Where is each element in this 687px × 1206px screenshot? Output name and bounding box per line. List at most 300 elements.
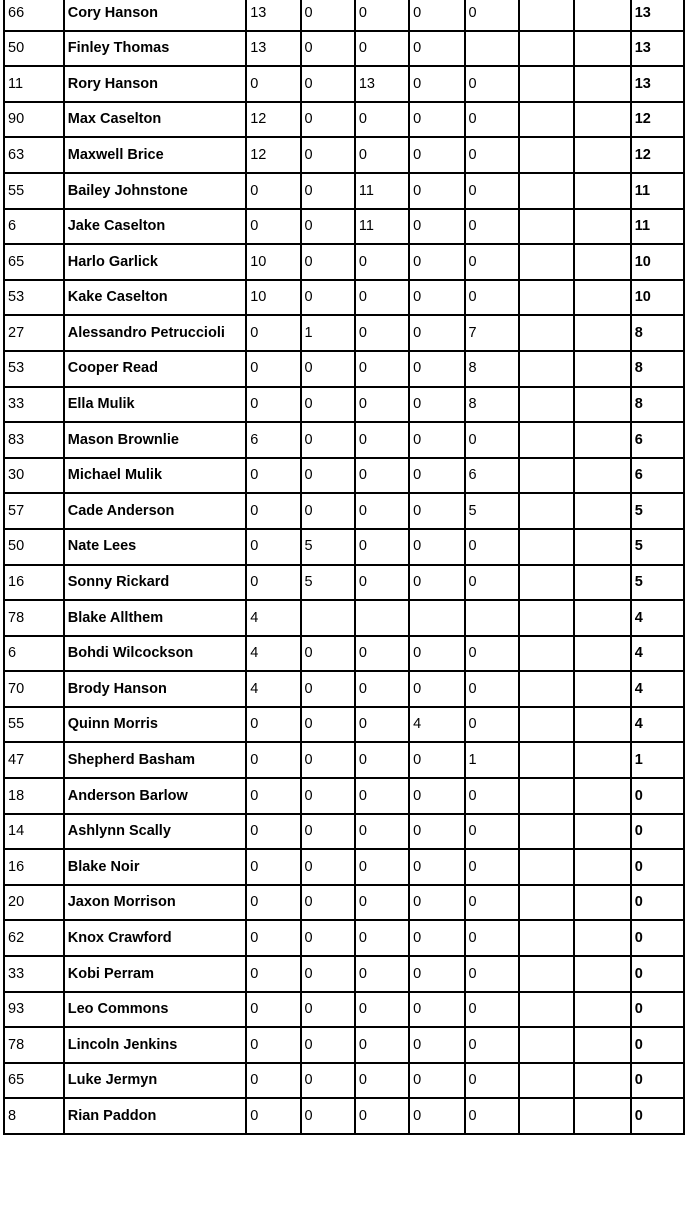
round-6-cell (519, 956, 574, 992)
round-7-cell (574, 778, 630, 814)
round-7-cell (574, 671, 630, 707)
round-3-cell: 0 (355, 992, 409, 1028)
round-3-cell: 0 (355, 387, 409, 423)
round-1-cell: 0 (246, 742, 300, 778)
total-points-cell: 13 (631, 66, 684, 102)
player-name-cell: Kake Caselton (64, 280, 246, 316)
round-3-cell: 11 (355, 209, 409, 245)
round-7-cell (574, 1063, 630, 1099)
player-name-cell: Maxwell Brice (64, 137, 246, 173)
round-4-cell: 0 (409, 1027, 464, 1063)
round-2-cell: 0 (301, 137, 355, 173)
total-points-cell: 0 (631, 956, 684, 992)
round-1-cell: 0 (246, 315, 300, 351)
round-3-cell: 0 (355, 137, 409, 173)
player-name-cell: Kobi Perram (64, 956, 246, 992)
round-4-cell: 0 (409, 742, 464, 778)
round-3-cell: 0 (355, 778, 409, 814)
player-name-cell: Alessandro Petruccioli (64, 315, 246, 351)
round-2-cell: 0 (301, 173, 355, 209)
player-number-cell: 57 (4, 493, 64, 529)
round-6-cell (519, 992, 574, 1028)
player-name-cell: Max Caselton (64, 102, 246, 138)
table-row (4, 315, 684, 351)
total-points-cell: 5 (631, 565, 684, 601)
round-7-cell (574, 956, 630, 992)
round-5-cell: 0 (465, 885, 519, 921)
round-3-cell: 0 (355, 920, 409, 956)
round-6-cell (519, 244, 574, 280)
round-2-cell: 0 (301, 493, 355, 529)
round-7-cell (574, 66, 630, 102)
round-1-cell: 0 (246, 458, 300, 494)
player-number-cell: 20 (4, 885, 64, 921)
player-number-cell: 33 (4, 956, 64, 992)
round-3-cell: 0 (355, 102, 409, 138)
round-2-cell: 0 (301, 0, 355, 31)
player-number-cell: 93 (4, 992, 64, 1028)
round-7-cell (574, 636, 630, 672)
table-row (4, 742, 684, 778)
round-1-cell: 0 (246, 66, 300, 102)
player-number-cell: 16 (4, 565, 64, 601)
round-5-cell: 0 (465, 1063, 519, 1099)
round-2-cell (301, 600, 355, 636)
player-name-cell: Brody Hanson (64, 671, 246, 707)
round-2-cell: 0 (301, 885, 355, 921)
round-4-cell (409, 600, 464, 636)
table-row (4, 920, 684, 956)
round-6-cell (519, 422, 574, 458)
round-3-cell: 0 (355, 671, 409, 707)
round-5-cell: 8 (465, 351, 519, 387)
round-2-cell: 0 (301, 992, 355, 1028)
player-number-cell: 78 (4, 600, 64, 636)
player-name-cell: Luke Jermyn (64, 1063, 246, 1099)
round-4-cell: 0 (409, 137, 464, 173)
round-1-cell: 0 (246, 1027, 300, 1063)
total-points-cell: 4 (631, 671, 684, 707)
round-1-cell: 4 (246, 600, 300, 636)
total-points-cell: 10 (631, 280, 684, 316)
total-points-cell: 10 (631, 244, 684, 280)
round-4-cell: 0 (409, 956, 464, 992)
player-number-cell: 65 (4, 1063, 64, 1099)
player-name-cell: Bailey Johnstone (64, 173, 246, 209)
round-7-cell (574, 1098, 630, 1134)
round-2-cell: 0 (301, 849, 355, 885)
player-name-cell: Knox Crawford (64, 920, 246, 956)
player-number-cell: 65 (4, 244, 64, 280)
player-number-cell: 47 (4, 742, 64, 778)
round-3-cell: 0 (355, 529, 409, 565)
round-5-cell: 8 (465, 387, 519, 423)
table-row (4, 956, 684, 992)
round-7-cell (574, 565, 630, 601)
round-6-cell (519, 0, 574, 31)
player-name-cell: Mason Brownlie (64, 422, 246, 458)
round-3-cell: 0 (355, 707, 409, 743)
round-1-cell: 0 (246, 849, 300, 885)
round-1-cell: 0 (246, 387, 300, 423)
round-1-cell: 0 (246, 707, 300, 743)
round-2-cell: 0 (301, 102, 355, 138)
player-number-cell: 50 (4, 529, 64, 565)
round-6-cell (519, 671, 574, 707)
round-7-cell (574, 992, 630, 1028)
round-5-cell: 0 (465, 1027, 519, 1063)
round-6-cell (519, 458, 574, 494)
round-6-cell (519, 137, 574, 173)
round-7-cell (574, 351, 630, 387)
round-4-cell: 0 (409, 885, 464, 921)
total-points-cell: 0 (631, 778, 684, 814)
round-1-cell: 0 (246, 1063, 300, 1099)
total-points-cell: 0 (631, 1027, 684, 1063)
round-4-cell: 0 (409, 387, 464, 423)
round-6-cell (519, 636, 574, 672)
round-5-cell: 0 (465, 565, 519, 601)
round-3-cell: 0 (355, 351, 409, 387)
table-row (4, 31, 684, 67)
table-row (4, 493, 684, 529)
round-3-cell: 0 (355, 565, 409, 601)
round-6-cell (519, 209, 574, 245)
table-row (4, 102, 684, 138)
round-5-cell: 0 (465, 814, 519, 850)
round-2-cell: 5 (301, 529, 355, 565)
player-number-cell: 53 (4, 351, 64, 387)
round-7-cell (574, 742, 630, 778)
player-number-cell: 8 (4, 1098, 64, 1134)
total-points-cell: 0 (631, 885, 684, 921)
round-5-cell (465, 600, 519, 636)
total-points-cell: 8 (631, 387, 684, 423)
round-1-cell: 0 (246, 565, 300, 601)
player-name-cell: Ashlynn Scally (64, 814, 246, 850)
round-7-cell (574, 707, 630, 743)
round-4-cell: 0 (409, 351, 464, 387)
table-row (4, 1027, 684, 1063)
round-2-cell: 0 (301, 66, 355, 102)
round-5-cell: 0 (465, 422, 519, 458)
round-5-cell: 5 (465, 493, 519, 529)
round-6-cell (519, 387, 574, 423)
table-row (4, 280, 684, 316)
round-5-cell: 0 (465, 529, 519, 565)
round-6-cell (519, 1027, 574, 1063)
round-3-cell: 0 (355, 742, 409, 778)
round-1-cell: 12 (246, 102, 300, 138)
table-row (4, 1098, 684, 1134)
total-points-cell: 0 (631, 1098, 684, 1134)
table-row (4, 173, 684, 209)
total-points-cell: 12 (631, 102, 684, 138)
round-7-cell (574, 600, 630, 636)
table-row (4, 671, 684, 707)
player-name-cell: Rory Hanson (64, 66, 246, 102)
round-1-cell: 0 (246, 956, 300, 992)
round-2-cell: 0 (301, 209, 355, 245)
round-1-cell: 0 (246, 493, 300, 529)
table-row (4, 351, 684, 387)
player-name-cell: Leo Commons (64, 992, 246, 1028)
round-4-cell: 0 (409, 209, 464, 245)
round-3-cell: 0 (355, 31, 409, 67)
total-points-cell: 13 (631, 0, 684, 31)
table-row (4, 849, 684, 885)
round-5-cell: 0 (465, 173, 519, 209)
player-number-cell: 14 (4, 814, 64, 850)
round-1-cell: 10 (246, 280, 300, 316)
round-7-cell (574, 493, 630, 529)
round-6-cell (519, 778, 574, 814)
round-6-cell (519, 280, 574, 316)
player-number-cell: 33 (4, 387, 64, 423)
round-3-cell: 0 (355, 1027, 409, 1063)
player-number-cell: 11 (4, 66, 64, 102)
round-6-cell (519, 920, 574, 956)
player-name-cell: Harlo Garlick (64, 244, 246, 280)
total-points-cell: 12 (631, 137, 684, 173)
total-points-cell: 0 (631, 1063, 684, 1099)
round-4-cell: 0 (409, 280, 464, 316)
round-4-cell: 0 (409, 458, 464, 494)
table-row (4, 885, 684, 921)
round-4-cell: 0 (409, 920, 464, 956)
round-3-cell: 0 (355, 636, 409, 672)
player-number-cell: 66 (4, 0, 64, 31)
round-3-cell: 0 (355, 885, 409, 921)
round-1-cell: 0 (246, 778, 300, 814)
round-3-cell: 0 (355, 0, 409, 31)
round-3-cell (355, 600, 409, 636)
player-name-cell: Jake Caselton (64, 209, 246, 245)
round-7-cell (574, 137, 630, 173)
round-2-cell: 0 (301, 387, 355, 423)
player-name-cell: Cade Anderson (64, 493, 246, 529)
round-3-cell: 0 (355, 493, 409, 529)
round-1-cell: 13 (246, 31, 300, 67)
round-4-cell: 0 (409, 849, 464, 885)
round-4-cell: 0 (409, 66, 464, 102)
round-5-cell: 1 (465, 742, 519, 778)
player-name-cell: Rian Paddon (64, 1098, 246, 1134)
total-points-cell: 0 (631, 814, 684, 850)
round-2-cell: 0 (301, 814, 355, 850)
round-5-cell: 0 (465, 707, 519, 743)
table-row (4, 244, 684, 280)
round-3-cell: 0 (355, 244, 409, 280)
player-name-cell: Bohdi Wilcockson (64, 636, 246, 672)
round-4-cell: 0 (409, 1098, 464, 1134)
player-name-cell: Blake Allthem (64, 600, 246, 636)
player-name-cell: Sonny Rickard (64, 565, 246, 601)
round-1-cell: 4 (246, 636, 300, 672)
round-7-cell (574, 849, 630, 885)
table-row (4, 814, 684, 850)
player-number-cell: 18 (4, 778, 64, 814)
total-points-cell: 6 (631, 458, 684, 494)
round-7-cell (574, 1027, 630, 1063)
round-7-cell (574, 0, 630, 31)
round-7-cell (574, 885, 630, 921)
player-number-cell: 27 (4, 315, 64, 351)
round-2-cell: 0 (301, 778, 355, 814)
round-4-cell: 0 (409, 529, 464, 565)
player-number-cell: 55 (4, 173, 64, 209)
table-row (4, 600, 684, 636)
round-4-cell: 0 (409, 173, 464, 209)
round-2-cell: 0 (301, 422, 355, 458)
round-2-cell: 0 (301, 742, 355, 778)
player-name-cell: Michael Mulik (64, 458, 246, 494)
round-5-cell: 0 (465, 920, 519, 956)
total-points-cell: 13 (631, 31, 684, 67)
round-1-cell: 0 (246, 209, 300, 245)
total-points-cell: 8 (631, 351, 684, 387)
round-6-cell (519, 173, 574, 209)
round-3-cell: 0 (355, 458, 409, 494)
player-name-cell: Lincoln Jenkins (64, 1027, 246, 1063)
round-4-cell: 0 (409, 315, 464, 351)
round-1-cell: 0 (246, 992, 300, 1028)
round-3-cell: 11 (355, 173, 409, 209)
round-2-cell: 0 (301, 956, 355, 992)
round-7-cell (574, 31, 630, 67)
table-row (4, 707, 684, 743)
round-5-cell: 0 (465, 778, 519, 814)
round-7-cell (574, 387, 630, 423)
player-name-cell: Quinn Morris (64, 707, 246, 743)
round-5-cell: 0 (465, 0, 519, 31)
total-points-cell: 8 (631, 315, 684, 351)
round-5-cell: 0 (465, 244, 519, 280)
round-4-cell: 0 (409, 493, 464, 529)
round-3-cell: 0 (355, 849, 409, 885)
total-points-cell: 11 (631, 209, 684, 245)
round-4-cell: 0 (409, 565, 464, 601)
round-4-cell: 0 (409, 814, 464, 850)
round-5-cell (465, 31, 519, 67)
round-4-cell: 0 (409, 244, 464, 280)
round-6-cell (519, 493, 574, 529)
round-5-cell: 0 (465, 66, 519, 102)
round-7-cell (574, 529, 630, 565)
total-points-cell: 1 (631, 742, 684, 778)
round-6-cell (519, 315, 574, 351)
round-2-cell: 0 (301, 31, 355, 67)
table-body (4, 0, 684, 1134)
player-name-cell: Ella Mulik (64, 387, 246, 423)
table-row (4, 529, 684, 565)
round-4-cell: 0 (409, 31, 464, 67)
table-row (4, 1063, 684, 1099)
player-name-cell: Nate Lees (64, 529, 246, 565)
round-2-cell: 5 (301, 565, 355, 601)
player-number-cell: 70 (4, 671, 64, 707)
round-4-cell: 0 (409, 992, 464, 1028)
round-1-cell: 0 (246, 814, 300, 850)
round-7-cell (574, 920, 630, 956)
round-6-cell (519, 814, 574, 850)
round-1-cell: 0 (246, 173, 300, 209)
round-7-cell (574, 102, 630, 138)
round-1-cell: 0 (246, 529, 300, 565)
round-5-cell: 0 (465, 636, 519, 672)
player-number-cell: 83 (4, 422, 64, 458)
total-points-cell: 0 (631, 992, 684, 1028)
round-5-cell: 0 (465, 671, 519, 707)
round-7-cell (574, 173, 630, 209)
player-number-cell: 16 (4, 849, 64, 885)
round-3-cell: 0 (355, 315, 409, 351)
table-row (4, 992, 684, 1028)
round-5-cell: 0 (465, 209, 519, 245)
round-4-cell: 0 (409, 778, 464, 814)
player-name-cell: Blake Noir (64, 849, 246, 885)
player-name-cell: Jaxon Morrison (64, 885, 246, 921)
total-points-cell: 11 (631, 173, 684, 209)
round-5-cell: 0 (465, 956, 519, 992)
round-3-cell: 0 (355, 280, 409, 316)
total-points-cell: 5 (631, 493, 684, 529)
player-number-cell: 30 (4, 458, 64, 494)
total-points-cell: 5 (631, 529, 684, 565)
table-row (4, 0, 684, 31)
round-2-cell: 0 (301, 920, 355, 956)
table-row (4, 458, 684, 494)
round-2-cell: 0 (301, 458, 355, 494)
round-5-cell: 0 (465, 1098, 519, 1134)
player-points-table (3, 0, 685, 1135)
table-row (4, 565, 684, 601)
round-5-cell: 0 (465, 992, 519, 1028)
round-2-cell: 0 (301, 351, 355, 387)
player-name-cell: Finley Thomas (64, 31, 246, 67)
round-1-cell: 10 (246, 244, 300, 280)
round-6-cell (519, 1098, 574, 1134)
round-1-cell: 4 (246, 671, 300, 707)
player-number-cell: 50 (4, 31, 64, 67)
round-1-cell: 0 (246, 1098, 300, 1134)
round-2-cell: 0 (301, 707, 355, 743)
table-row (4, 66, 684, 102)
round-2-cell: 0 (301, 1063, 355, 1099)
round-2-cell: 0 (301, 280, 355, 316)
round-6-cell (519, 1063, 574, 1099)
player-name-cell: Cory Hanson (64, 0, 246, 31)
round-2-cell: 0 (301, 1027, 355, 1063)
round-1-cell: 6 (246, 422, 300, 458)
round-3-cell: 0 (355, 422, 409, 458)
player-name-cell: Shepherd Basham (64, 742, 246, 778)
round-6-cell (519, 351, 574, 387)
round-1-cell: 0 (246, 351, 300, 387)
round-7-cell (574, 814, 630, 850)
round-3-cell: 0 (355, 956, 409, 992)
round-7-cell (574, 458, 630, 494)
round-2-cell: 0 (301, 636, 355, 672)
total-points-cell: 0 (631, 920, 684, 956)
round-3-cell: 0 (355, 1098, 409, 1134)
player-name-cell: Anderson Barlow (64, 778, 246, 814)
player-number-cell: 6 (4, 209, 64, 245)
round-5-cell: 0 (465, 102, 519, 138)
round-4-cell: 0 (409, 0, 464, 31)
table-row (4, 137, 684, 173)
total-points-cell: 4 (631, 707, 684, 743)
